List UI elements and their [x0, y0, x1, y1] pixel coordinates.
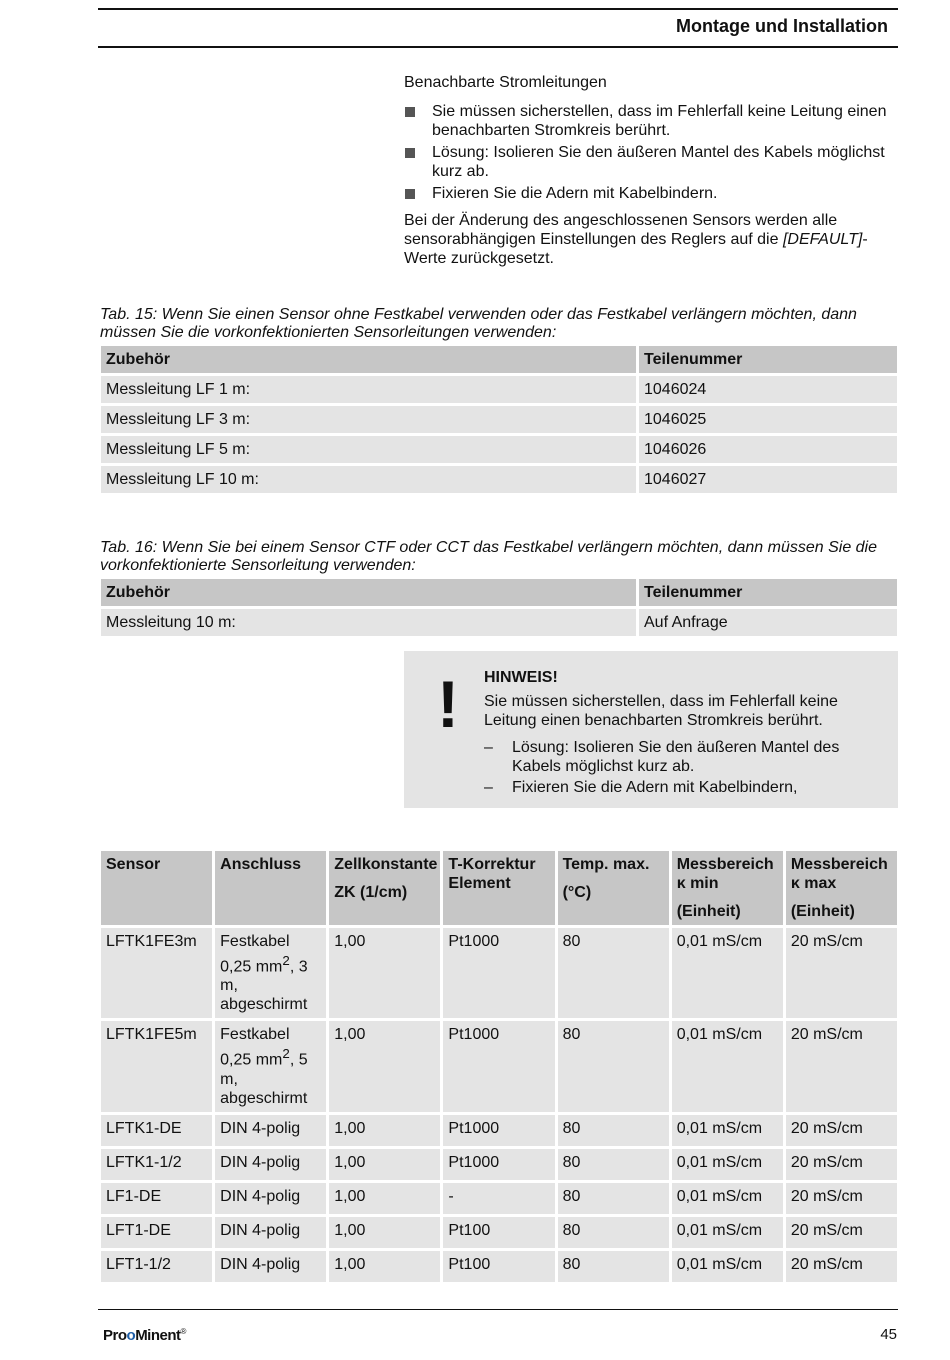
table-header-row [101, 851, 897, 925]
header-cell: Teilenummer [639, 346, 897, 373]
page-title: Montage und Installation [676, 16, 888, 36]
header-cell: Zellkonstante ZK (1/cm) [329, 851, 440, 925]
exclamation-icon: ! [437, 667, 459, 741]
header-cell: T-Korrektur Element [443, 851, 554, 925]
section-heading: Benachbarte Stromleitungen [404, 74, 607, 91]
notice-title: HINWEIS! [484, 669, 558, 686]
header-cell: Zubehör [101, 579, 636, 606]
table-header-row [101, 346, 897, 373]
bullet-square-icon [405, 107, 415, 117]
list-item: Sie müssen sicherstellen, dass im Fehlerfall keine Leitung einen benachbarten Stromkreis berührt. [404, 102, 898, 140]
list-item: Fixieren Sie die Adern mit Kabelbindern. [404, 184, 898, 203]
table-row: LFTK1FE5m Festkabel 0,25 $mm^2$, 5 m, abgeschirmt 1,00 Pt1000 80 0,01 mS/cm 20 mS/cm [101, 1021, 897, 1111]
table-row: LFTK1FE3m Festkabel 0,25 $mm^2$, 3 m, abgeschirmt 1,00 Pt1000 80 0,01 mS/cm 20 mS/cm [101, 928, 897, 1018]
table-15 [98, 343, 900, 496]
header-rule-top [98, 8, 898, 10]
table-header-row [101, 579, 897, 606]
prominent-logo: ProoMinent® [103, 1327, 186, 1344]
table-row: LFT1-1/2 DIN 4-polig 1,00 Pt100 80 0,01 mS/cm 20 mS/cm [101, 1251, 897, 1282]
notice-list [484, 738, 884, 799]
table-row: LFT1-DE DIN 4-polig 1,00 Pt100 80 0,01 mS/cm 20 mS/cm [101, 1217, 897, 1248]
default-reset-note: Bei der Änderung des angeschlossenen Sensors werden alle sensorabhängigen Einstellungen des Reglers auf die [DEFAULT]-Werte zurückgesetzt. [404, 212, 868, 267]
footer-rule [98, 1309, 898, 1310]
bullet-square-icon [405, 148, 415, 158]
table-16-caption: Tab. 16: Wenn Sie bei einem Sensor CTF oder CCT das Festkabel verlängern möchten, dann müssen Sie die vorkonfektionierte Sensorleitung verwenden: [100, 539, 878, 574]
table-row: LFTK1-1/2 DIN 4-polig 1,00 Pt1000 80 0,01 mS/cm 20 mS/cm [101, 1149, 897, 1180]
default-keyword: [DEFAULT] [782, 231, 863, 248]
notice-text: Sie müssen sicherstellen, dass im Fehlerfall keine Leitung einen benachbarten Stromkreis berührt. [484, 693, 838, 729]
sensor-table [98, 848, 900, 1285]
table-row: Messleitung LF 1 m: 1046024 [101, 376, 897, 403]
dash-icon: – [484, 739, 493, 756]
table-row: LF1-DE DIN 4-polig 1,00 - 80 0,01 mS/cm 20 mS/cm [101, 1183, 897, 1214]
list-item: – Lösung: Isolieren Sie den äußeren Mantel des Kabels möglichst kurz ab. [484, 739, 840, 775]
table-row: LFTK1-DE DIN 4-polig 1,00 Pt1000 80 0,01 mS/cm 20 mS/cm [101, 1115, 897, 1146]
dash-icon: – [484, 779, 493, 796]
table-15-caption: Tab. 15: Wenn Sie einen Sensor ohne Festkabel verwenden oder das Festkabel verlängern möchten, dann müssen Sie die vorkonfektionierten Sensorleitungen verwenden: [100, 306, 857, 341]
header-cell: Messbereich κ min (Einheit) [672, 851, 783, 925]
list-item: – Fixieren Sie die Adern mit Kabelbindern, [484, 779, 798, 796]
notice-box [404, 651, 898, 808]
bullet-square-icon [405, 189, 415, 199]
header-cell: Anschluss [215, 851, 326, 925]
table-16 [98, 576, 900, 639]
list-item: Lösung: Isolieren Sie den äußeren Mantel des Kabels möglichst kurz ab. [404, 143, 898, 181]
table-row: Messleitung 10 m: Auf Anfrage [101, 609, 897, 636]
header-cell: Zubehör [101, 346, 636, 373]
table-row: Messleitung LF 5 m: 1046026 [101, 436, 897, 463]
header-cell: Teilenummer [639, 579, 897, 606]
header-cell: Temp. max. (°C) [558, 851, 669, 925]
page-number: 45 [880, 1326, 897, 1343]
intro-bullet-list [404, 102, 898, 206]
header-cell: Messbereich κ max (Einheit) [786, 851, 897, 925]
table-row: Messleitung LF 10 m: 1046027 [101, 466, 897, 493]
table-row: Messleitung LF 3 m: 1046025 [101, 406, 897, 433]
header-cell: Sensor [101, 851, 212, 925]
header-rule-bottom [98, 46, 898, 48]
